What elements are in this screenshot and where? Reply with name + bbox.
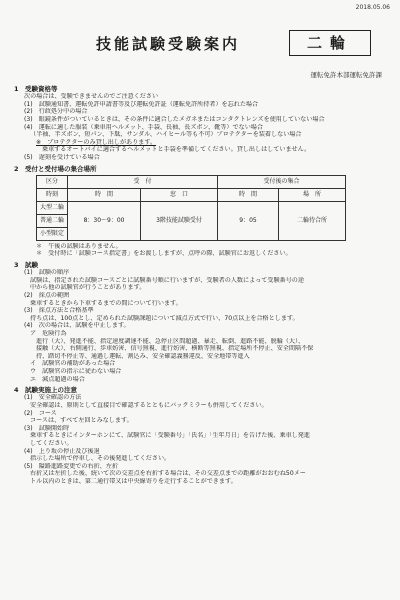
- table-cell-category: 小型限定: [37, 227, 68, 240]
- sec4-line: 指示した場所で停車し、その後発進してください。: [30, 455, 171, 463]
- sec4-line: 安全確認は、原則として直接目で確認するとともにバックミラーも併用してください。: [30, 401, 268, 409]
- table-header: 時 間: [68, 188, 141, 201]
- sec2-note: ＊ 午後の試験はありません。: [36, 242, 122, 250]
- sec4-line: トル以内のときは、第二通行帯又は中央線寄りを走行することができます。: [30, 478, 237, 486]
- sec1-line: (2) 行政処分中の場合: [24, 108, 88, 116]
- sec3-line: 乗車するときから下車するまでの間について行います。: [30, 299, 182, 307]
- table-cell-time: 8：30～9：00: [68, 201, 141, 240]
- sec3-line: (1) 試験の順序: [24, 269, 70, 277]
- reception-table: [36, 175, 346, 241]
- table-cell-place: 二輪待合所: [279, 201, 346, 240]
- sec4-line: (4) 上り坂の停止及び後退: [24, 447, 100, 455]
- sec1-line: （半袖、半ズボン、短パン、下駄、サンダル、ハイヒール等も不可）プロテクターを装着しない場合: [30, 131, 302, 139]
- sec2-note: ＊ 受付時に「試験コース指定書」をお渡ししますが、点呼の際、試験官にお返しください。: [36, 250, 292, 258]
- sec3-line: 持、踏切不停止等、通過し運転、割込み、安全確認義務違反、安全地帯等進入: [36, 352, 250, 360]
- issue-date: 2018.05.06: [355, 4, 390, 11]
- sec1-line: (4) 運転に適した服装（乗車用ヘルメット、手袋、長袖、長ズボン、靴等）でない場合: [24, 123, 263, 131]
- table-header: 時刻: [37, 188, 68, 201]
- sec3-line: 中から他の試験官が行うことがあります。: [30, 284, 146, 292]
- sec1-line: (5) 遅刻を受けている場合: [24, 154, 100, 161]
- exam-kind-box: 二輪: [289, 30, 371, 56]
- sec3-line: イ 試験官の補助があった場合: [30, 360, 116, 368]
- section-3-heading: 3 試験: [14, 260, 39, 269]
- sec3-line: ア 危険行為: [30, 329, 67, 337]
- table-header: 受付後の集合: [218, 175, 346, 188]
- issuer: 運転免許本部運転免許課: [310, 71, 382, 79]
- sec3-line: (3) 採点方法と合格基準: [24, 307, 94, 315]
- sec4-line: コースは、すべて左回とみなします。: [30, 417, 133, 425]
- document-body: [14, 82, 390, 486]
- sec4-line: (5) 隘路進路変更での右折、左折: [24, 462, 118, 470]
- title-row: [0, 30, 400, 60]
- table-header: 時 間: [218, 188, 279, 201]
- sec3-line: 試験は、指定された試験コースごとに試験番号順に行いますが、受験者の人数によって受験番号の途: [30, 276, 304, 284]
- sec1-line: 乗車するオートバイに適合するヘルメットと手袋を準備してください。貸し出しはしていません。: [42, 146, 311, 154]
- sec1-note: ※ プロテクターのみ貸し出しがあります。: [36, 138, 157, 146]
- sec4-line: (2) コース: [24, 409, 57, 417]
- table-cell-category: 大型二輪: [37, 201, 68, 214]
- table-header: 窓 口: [141, 188, 218, 201]
- table-header: 区分: [37, 175, 68, 188]
- sec4-line: (3) 試験開始時: [24, 424, 70, 432]
- sec3-line: 接触（大）、右側通行、歩車妨害、信号無視、進行妨害、横断等無視、指定場所不停止、安全間隔不保: [36, 345, 314, 353]
- sec3-line: 持ち点は、100点とし、定められた試験課題について減点方式で行い、70点以上を合格とします。: [30, 314, 299, 322]
- sec3-line: 進行（大）、発進不能、指定速度調達不能、急停止区間超過、暴走、転倒、進路不能、脱輪（大）、: [36, 337, 305, 345]
- sec4-line: してください。: [30, 440, 73, 447]
- sec1-line: (1) 試験通知書、運転免許申請書等及び運転免許証（運転免許所持者）を忘れた場合: [24, 100, 259, 108]
- sec4-line: 右折又は左折した後、続いて次の交差点を右折する場合は、その交差点までの距離がおおむね50メー: [30, 470, 306, 478]
- sec1-line: (3) 眼鏡条件がついているときは、その条件に適合したメガネまたはコンタクトレンズを使用していない場合: [24, 115, 325, 123]
- table-cell-window: 3階技能試験受付: [141, 201, 218, 240]
- sec4-line: (1) 安全確認の方法: [24, 394, 82, 402]
- table-cell-category: 普通二輪: [37, 214, 68, 227]
- sec3-line: エ 減点超過の場合: [30, 375, 85, 383]
- page-title: 技能試験受験案内: [96, 35, 241, 53]
- table-cell-time2: 9：05: [218, 201, 279, 240]
- table-header: 受 付: [68, 175, 218, 188]
- sec3-line: (2) 採点の範囲: [24, 291, 70, 299]
- sec3-line: ウ 試験官の指示に従わない場合: [30, 368, 122, 375]
- sec1-line: 次の場合は、受験できませんのでご注意ください: [24, 93, 159, 101]
- sec4-line: 乗車するときにインターホンにて、試験官に「受験番号」「氏名」「生年月日」を告げた後、乗車し発進: [30, 432, 310, 440]
- table-header: 場 所: [279, 188, 346, 201]
- section-1-heading: 1 受験資格等: [14, 85, 58, 93]
- section-4-heading: 4 試験実施上の注意: [14, 386, 78, 395]
- sec3-line: (4) 次の場合は、試験を中止します。: [24, 322, 130, 330]
- section-2-heading: 2 受付と受付場の集合場所: [14, 164, 97, 173]
